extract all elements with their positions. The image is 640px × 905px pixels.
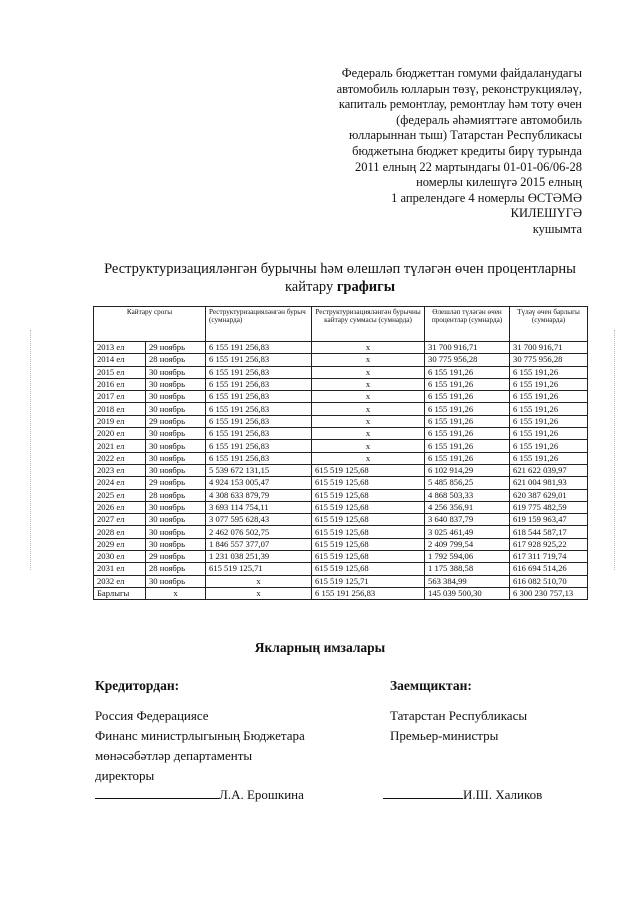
cell-date: 30 ноябрь (146, 403, 206, 415)
cell-interest: 30 775 956,28 (425, 354, 510, 366)
signatures-title: Якларның имзалары (254, 640, 386, 655)
cell-year: 2031 ел (94, 563, 146, 575)
table-row (94, 526, 588, 538)
cell-total-repay: 6 155 191 256,83 (312, 587, 425, 599)
cell-debt: 4 308 633 879,79 (206, 489, 312, 501)
document-title (70, 260, 610, 296)
cell-year: 2026 ел (94, 501, 146, 513)
cell-year: 2018 ел (94, 403, 146, 415)
cell-year: 2015 ел (94, 366, 146, 378)
cell-repay: 615 519 125,68 (312, 538, 425, 550)
annex-note-line: (федераль әһәмияттәге автомобиль (396, 112, 582, 127)
cell-date: 29 ноябрь (146, 342, 206, 354)
cell-year: 2016 ел (94, 378, 146, 390)
cell-year: 2021 ел (94, 440, 146, 452)
cell-repay: х (312, 391, 425, 403)
table-row (94, 464, 588, 476)
borrower-signature-line (383, 787, 542, 803)
cell-interest: 4 256 356,91 (425, 501, 510, 513)
cell-debt: 1 231 038 251,39 (206, 551, 312, 563)
cell-year: 2028 ел (94, 526, 146, 538)
title-line-2 (70, 278, 610, 296)
table-row (94, 366, 588, 378)
table-row (94, 415, 588, 427)
table-row (94, 354, 588, 366)
cell-repay: 615 519 125,68 (312, 464, 425, 476)
cell-date: 30 ноябрь (146, 538, 206, 550)
cell-total-date: х (146, 587, 206, 599)
cell-total: 621 622 039,97 (510, 464, 588, 476)
cell-debt: 6 155 191 256,83 (206, 403, 312, 415)
cell-total-label: Барлыгы (94, 587, 146, 599)
cell-interest: 6 155 191,26 (425, 391, 510, 403)
cell-interest: 3 025 461,49 (425, 526, 510, 538)
cell-interest: 1 792 594,06 (425, 551, 510, 563)
table-row (94, 489, 588, 501)
cell-total: 616 694 514,26 (510, 563, 588, 575)
cell-year: 2024 ел (94, 477, 146, 489)
creditor-label: Кредитордан: (95, 678, 180, 693)
cell-total: 6 155 191,26 (510, 440, 588, 452)
cell-total: 31 700 916,71 (510, 342, 588, 354)
cell-debt: 615 519 125,71 (206, 563, 312, 575)
cell-total: 619 159 963,47 (510, 514, 588, 526)
cell-interest: 1 175 388,58 (425, 563, 510, 575)
borrower-label: Заемщиктан: (390, 678, 472, 693)
cell-debt: 6 155 191 256,83 (206, 366, 312, 378)
annex-note-line: номерлы килешүгә 2015 елның (416, 175, 582, 190)
cell-date: 29 ноябрь (146, 551, 206, 563)
cell-interest: 31 700 916,71 (425, 342, 510, 354)
cell-interest: 2 409 799,54 (425, 538, 510, 550)
creditor-line-2: Финанс министрлыгының Бюджетара (95, 728, 305, 743)
cell-year: 2027 ел (94, 514, 146, 526)
cell-interest: 5 485 856,25 (425, 477, 510, 489)
cell-year: 2032 ел (94, 575, 146, 587)
cell-interest: 3 640 837,79 (425, 514, 510, 526)
cell-interest: 4 868 503,33 (425, 489, 510, 501)
cell-date: 30 ноябрь (146, 378, 206, 390)
annex-note-line: капиталь ремонтлау, ремонтлау һәм тоту өчен (338, 97, 582, 112)
cell-total: 6 155 191,26 (510, 415, 588, 427)
cell-date: 28 ноябрь (146, 563, 206, 575)
table-row (94, 391, 588, 403)
cell-year: 2030 ел (94, 551, 146, 563)
header-total: Түләү өчен барлыгы (сумнарда) (510, 307, 588, 342)
title-line-2-bold: графигы (336, 279, 396, 295)
cell-interest: 6 155 191,26 (425, 415, 510, 427)
cell-debt: 4 924 153 005,47 (206, 477, 312, 489)
annex-note-line: 1 апрелендәге 4 номерлы ӨСТӘМӘ (391, 190, 582, 205)
cell-interest: 6 155 191,26 (425, 366, 510, 378)
cell-total: 620 387 629,01 (510, 489, 588, 501)
annex-note-line: КИЛЕШҮГӘ (510, 206, 582, 221)
cell-total: 6 155 191,26 (510, 391, 588, 403)
cell-interest: 6 155 191,26 (425, 452, 510, 464)
table-row (94, 575, 588, 587)
table-row (94, 378, 588, 390)
cell-date: 30 ноябрь (146, 501, 206, 513)
cell-date: 30 ноябрь (146, 428, 206, 440)
cell-date: 30 ноябрь (146, 464, 206, 476)
creditor-line-1: Россия Федерациясе (95, 708, 209, 723)
cell-date: 30 ноябрь (146, 526, 206, 538)
table-row (94, 538, 588, 550)
cell-debt: х (206, 575, 312, 587)
cell-interest: 6 155 191,26 (425, 378, 510, 390)
cell-total: 6 155 191,26 (510, 452, 588, 464)
cell-debt: 6 155 191 256,83 (206, 415, 312, 427)
borrower-line-1: Татарстан Республикасы (390, 708, 528, 723)
cell-interest: 6 102 914,29 (425, 464, 510, 476)
title-line-2-prefix: кайтару (284, 279, 337, 295)
cell-debt: 6 155 191 256,83 (206, 378, 312, 390)
cell-date: 28 ноябрь (146, 489, 206, 501)
creditor-signatory-name: Л.А. Ерошкина (219, 787, 304, 802)
annex-note-line: 2011 елның 22 мартындагы 01-01-06/06-28 (354, 159, 582, 174)
cell-date: 29 ноябрь (146, 415, 206, 427)
cell-total-interest: 145 039 500,30 (425, 587, 510, 599)
annex-note-line: кушымта (532, 221, 582, 236)
cell-total-sum: 6 300 230 757,13 (510, 587, 588, 599)
cell-date: 30 ноябрь (146, 440, 206, 452)
cell-debt: 6 155 191 256,83 (206, 354, 312, 366)
cell-debt: 6 155 191 256,83 (206, 440, 312, 452)
creditor-signature-line (95, 787, 304, 803)
cell-year: 2014 ел (94, 354, 146, 366)
cell-total: 616 082 510,70 (510, 575, 588, 587)
cell-repay: 615 519 125,68 (312, 489, 425, 501)
cell-year: 2019 ел (94, 415, 146, 427)
cell-total: 617 311 719,74 (510, 551, 588, 563)
cell-repay: 615 519 125,68 (312, 501, 425, 513)
cell-repay: х (312, 452, 425, 464)
header-repay: Реструктуризацияләнгән бурычны кайтару суммасы (сумнарда) (312, 307, 425, 342)
cell-repay: х (312, 415, 425, 427)
cell-total: 618 544 587,17 (510, 526, 588, 538)
cell-debt: 6 155 191 256,83 (206, 428, 312, 440)
cell-debt: 6 155 191 256,83 (206, 391, 312, 403)
annex-note (282, 66, 582, 238)
annex-note-line: бюджетына бюджет кредиты бирү турында (352, 143, 582, 158)
cell-total: 30 775 956,28 (510, 354, 588, 366)
cell-total: 6 155 191,26 (510, 366, 588, 378)
table-total-row (94, 587, 588, 599)
table-row (94, 342, 588, 354)
cell-debt: 5 539 672 131,15 (206, 464, 312, 476)
cell-date: 30 ноябрь (146, 514, 206, 526)
cell-debt: 6 155 191 256,83 (206, 342, 312, 354)
cell-debt: 3 077 595 628,43 (206, 514, 312, 526)
annex-note-line: юлларыннан тыш) Татарстан Республикасы (348, 128, 582, 143)
cell-repay: х (312, 366, 425, 378)
cell-repay: 615 519 125,68 (312, 514, 425, 526)
cell-total: 621 004 981,93 (510, 477, 588, 489)
cell-interest: 6 155 191,26 (425, 428, 510, 440)
cell-repay: х (312, 440, 425, 452)
creditor-line-4: директоры (95, 768, 155, 783)
annex-note-line: автомобиль юлларын төзү, реконструкцияләү, (336, 81, 582, 96)
annex-note-line: Федераль бюджеттан гомуми файдаланудагы (341, 66, 582, 80)
cell-total: 6 155 191,26 (510, 378, 588, 390)
cell-total: 617 928 925,22 (510, 538, 588, 550)
table-row (94, 551, 588, 563)
cell-total: 6 155 191,26 (510, 428, 588, 440)
header-term: Кайтару срогы (94, 307, 206, 342)
cell-total: 6 155 191,26 (510, 403, 588, 415)
margin-dotted-line-right (614, 330, 616, 570)
borrower-line-2: Премьер-министры (390, 728, 499, 743)
table-row (94, 403, 588, 415)
table-row (94, 440, 588, 452)
cell-date: 30 ноябрь (146, 366, 206, 378)
table-row (94, 501, 588, 513)
cell-year: 2023 ел (94, 464, 146, 476)
cell-date: 29 ноябрь (146, 477, 206, 489)
table-row (94, 563, 588, 575)
cell-interest: 563 384,99 (425, 575, 510, 587)
cell-debt: 3 693 114 754,11 (206, 501, 312, 513)
cell-debt: 2 462 076 502,75 (206, 526, 312, 538)
cell-year: 2025 ел (94, 489, 146, 501)
cell-total-debt: х (206, 587, 312, 599)
cell-year: 2017 ел (94, 391, 146, 403)
table-row (94, 514, 588, 526)
title-line-1: Реструктуризацияләнгән бурычны һәм өлешләп түләгән өчен процентларны (104, 261, 576, 277)
cell-debt: 6 155 191 256,83 (206, 452, 312, 464)
cell-interest: 6 155 191,26 (425, 403, 510, 415)
table-row (94, 452, 588, 464)
cell-repay: х (312, 342, 425, 354)
cell-total: 619 775 482,59 (510, 501, 588, 513)
cell-repay: 615 519 125,68 (312, 551, 425, 563)
signature-blank (383, 788, 463, 799)
cell-repay: х (312, 354, 425, 366)
cell-repay: х (312, 428, 425, 440)
header-interest: Өлешләп түләгән өчен процентлар (сумнарда) (425, 307, 510, 342)
borrower-signatory-name: И.Ш. Халиков (463, 787, 543, 802)
repayment-schedule-table (93, 306, 588, 600)
cell-date: 30 ноябрь (146, 452, 206, 464)
cell-repay: 615 519 125,71 (312, 575, 425, 587)
cell-repay: х (312, 378, 425, 390)
cell-repay: 615 519 125,68 (312, 563, 425, 575)
cell-date: 30 ноябрь (146, 391, 206, 403)
cell-date: 28 ноябрь (146, 354, 206, 366)
cell-year: 2013 ел (94, 342, 146, 354)
cell-repay: х (312, 403, 425, 415)
cell-year: 2020 ел (94, 428, 146, 440)
cell-repay: 615 519 125,68 (312, 526, 425, 538)
cell-interest: 6 155 191,26 (425, 440, 510, 452)
creditor-line-3: мөнәсәбәтләр департаменты (95, 748, 253, 763)
margin-dotted-line-left (30, 330, 32, 570)
header-debt: Реструктуризацияләнгән бурыч (сумнарда) (206, 307, 312, 342)
cell-date: 30 ноябрь (146, 575, 206, 587)
table-header-row (94, 307, 588, 342)
table-row (94, 428, 588, 440)
cell-year: 2029 ел (94, 538, 146, 550)
cell-debt: 1 846 557 377,07 (206, 538, 312, 550)
table-row (94, 477, 588, 489)
signature-blank (95, 788, 219, 799)
cell-repay: 615 519 125,68 (312, 477, 425, 489)
cell-year: 2022 ел (94, 452, 146, 464)
